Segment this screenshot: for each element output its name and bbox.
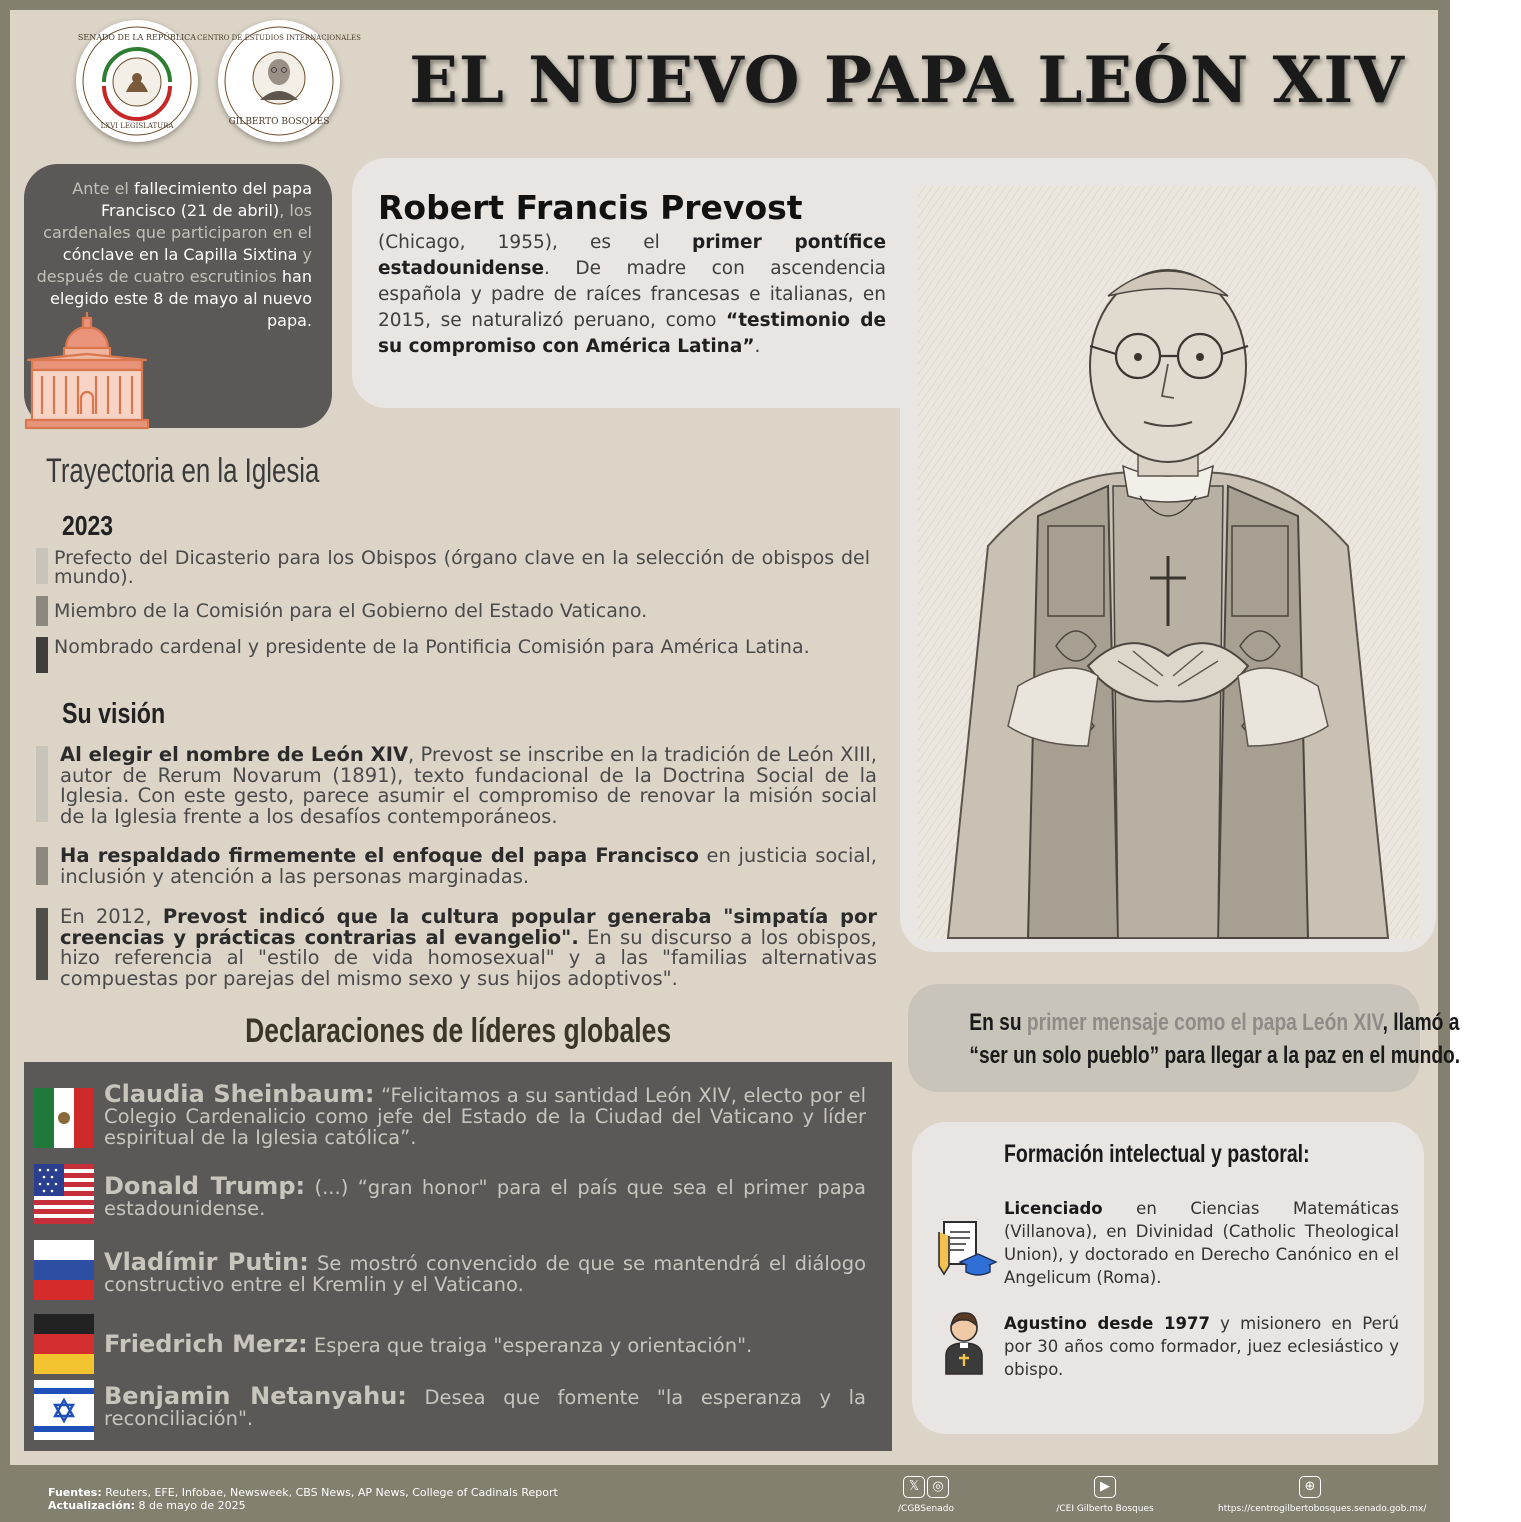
vision-3-bold: Prevost indicó que la cultura popular generaba "simpatía por creencias y prácticas contrarias al evangelio". xyxy=(60,905,877,949)
vision-heading: Su visión xyxy=(62,698,166,730)
website-url[interactable]: https://centrogilbertobosques.senado.gob.mx/ xyxy=(1218,1504,1427,1514)
bullet-bar xyxy=(36,637,48,673)
bio-part-4: “testimonio de su compromiso con América Latina” xyxy=(378,310,886,357)
trajectory-year: 2023 xyxy=(62,510,114,541)
bullet-bar xyxy=(36,548,48,584)
quote-box xyxy=(908,984,1461,1092)
svg-text:LXVI LEGISLATURA: LXVI LEGISLATURA xyxy=(100,122,174,130)
leader-text: Se mostró convencido de que se mantendrá el diálogo constructivo entre el Kremlin y el Vaticano. xyxy=(104,1252,867,1296)
leader-text: (...) “gran honor" para el país que sea el primer papa estadounidense. xyxy=(104,1176,866,1220)
intro-part-1: Ante el xyxy=(72,179,129,198)
formation-1-bold: Licenciado xyxy=(1004,1199,1103,1218)
diploma-graduation-icon xyxy=(936,1220,996,1278)
update-label: Actualización: xyxy=(48,1499,135,1512)
priest-icon xyxy=(944,1310,984,1376)
vision-1-bold: Al elegir el nombre de León XIV xyxy=(60,743,409,766)
leader-statement xyxy=(104,1382,866,1430)
leader-name: Donald Trump: xyxy=(104,1172,306,1200)
bio-part-5: . xyxy=(754,336,761,357)
vision-1-text: , Prevost se inscribe en la tradición de León XIII, autor de Rerum Novarum (1891), texto fundacional de la Doctrina Social de la Iglesia. Con este gesto, parece asumir el compromiso de renovar la misión social de la Iglesia frente a los desafíos contemporáneos. xyxy=(60,743,877,828)
formation-heading: Formación intelectual y pastoral: xyxy=(1004,1140,1310,1168)
formation-1-text: en Ciencias Matemáticas (Villanova), en Divinidad (Catholic Theological Union), y doctorado en Derecho Canónico en el Angelicum (Roma). xyxy=(1004,1199,1399,1287)
trajectory-item: Prefecto del Dicasterio para los Obispos (órgano clave en la selección de obispos del mundo). xyxy=(54,547,870,588)
social-handle: /CEI Gilberto Bosques xyxy=(1056,1504,1154,1514)
vision-item xyxy=(60,907,877,989)
bullet-bar xyxy=(36,908,48,980)
leader-statement xyxy=(104,1172,866,1220)
quote-part-d: “ser un solo pueblo” para llegar a la paz en el mundo. xyxy=(969,1042,1461,1069)
quote-part-c: , llamó a xyxy=(1382,1009,1460,1036)
quote-part-b: primer mensaje como el papa León XIV xyxy=(1026,1009,1383,1036)
mexico-flag-icon xyxy=(34,1088,94,1148)
leader-text: Desea que fomente "la esperanza y la reconciliación". xyxy=(104,1386,866,1430)
intro-text xyxy=(36,178,312,332)
page-title: EL NUEVO PAPA LEÓN XIV xyxy=(409,43,1405,118)
leader-statement xyxy=(104,1330,866,1358)
leaders-panel xyxy=(24,1062,892,1451)
trajectory-heading: Trayectoria en la Iglesia xyxy=(46,452,320,490)
formation-item xyxy=(1004,1312,1399,1381)
germany-flag-icon xyxy=(34,1314,94,1374)
formation-2-bold: Agustino desde 1977 xyxy=(1004,1314,1210,1333)
social-website[interactable] xyxy=(1218,1476,1427,1514)
vision-2-bold: Ha respaldado firmemente el enfoque del papa Francisco xyxy=(60,844,699,867)
leader-statement xyxy=(104,1248,867,1296)
cei-gilberto-bosques-logo xyxy=(197,20,361,142)
formation-2-text: y misionero en Perú por 30 años como formador, juez eclesiástico y obispo. xyxy=(1004,1314,1399,1379)
social-handle: /CGBSenado xyxy=(898,1504,954,1514)
leaders-heading xyxy=(24,1012,892,1051)
formation-item xyxy=(1004,1197,1399,1289)
bullet-bar xyxy=(36,596,48,626)
globe-icon[interactable]: ⊕ xyxy=(1299,1476,1321,1498)
update-text: 8 de mayo de 2025 xyxy=(135,1499,246,1512)
leader-name: Friedrich Merz: xyxy=(104,1330,308,1358)
x-icon[interactable]: 𝕏 xyxy=(903,1476,925,1498)
vision-item xyxy=(60,745,877,827)
vision-3-pre: En 2012, xyxy=(60,905,163,928)
bio-part-3: . De madre con ascendencia española y padre de raíces francesas e italianas, en 2015, se naturalizó peruano, como xyxy=(378,258,886,331)
israel-flag-icon xyxy=(34,1380,94,1440)
senado-logo xyxy=(76,20,198,142)
intro-part-2: fallecimiento del papa Francisco (21 de abril) xyxy=(100,179,312,220)
social-youtube[interactable] xyxy=(1050,1476,1160,1514)
intro-part-6: han elegido este 8 de mayo al nuevo papa. xyxy=(50,267,312,330)
bio-name: Robert Francis Prevost xyxy=(378,188,803,227)
social-x-instagram[interactable] xyxy=(888,1476,964,1514)
instagram-icon[interactable]: ◎ xyxy=(927,1476,949,1498)
trajectory-item: Miembro de la Comisión para el Gobierno del Estado Vaticano. xyxy=(54,600,648,622)
vision-3-text: En su discurso a los obispos, hizo referencia al "estilo de vida homosexual" y a las "familias alternativas compuestas por parejas del mismo sexo y sus hijos adoptivos". xyxy=(60,925,877,990)
quote-part-a: En su xyxy=(969,1009,1027,1036)
svg-text:CENTRO DE ESTUDIOS INTERNACION: CENTRO DE ESTUDIOS INTERNACIONALES xyxy=(197,34,361,42)
bullet-bar xyxy=(36,847,48,885)
leader-name: Claudia Sheinbaum: xyxy=(104,1080,375,1108)
youtube-icon[interactable]: ▶ xyxy=(1094,1476,1116,1498)
leaders-heading-text: Declaraciones de líderes globales xyxy=(244,1012,672,1050)
bullet-bar xyxy=(36,746,48,822)
intro-part-3: , los cardenales que participaron en el xyxy=(43,201,312,242)
leader-name: Vladímir Putin: xyxy=(104,1248,309,1276)
bio-part-1: (Chicago, 1955), es el xyxy=(378,232,693,253)
trajectory-item: Nombrado cardenal y presidente de la Pontificia Comisión para América Latina. xyxy=(54,636,810,658)
leader-statement xyxy=(104,1080,867,1149)
leader-text: Espera que traiga "esperanza y orientación". xyxy=(307,1334,753,1357)
vision-item xyxy=(60,846,877,887)
bio-text xyxy=(378,230,886,360)
intro-part-5: y después de cuatro escrutinios xyxy=(36,245,312,286)
leader-name: Benjamin Netanyahu: xyxy=(104,1382,407,1410)
leader-text: “Felicitamos a su santidad León XIV, electo por el Colegio Cardenalicio como jefe del Estado de la Ciudad del Vaticano y líder espiritual de la Iglesia católica”. xyxy=(104,1084,867,1149)
vision-2-text: en justicia social, inclusión y atención a las personas marginadas. xyxy=(60,844,877,888)
basilica-icon xyxy=(26,310,148,430)
russia-flag-icon xyxy=(34,1240,94,1300)
usa-flag-icon xyxy=(34,1164,94,1224)
intro-part-4: cónclave en la Capilla Sixtina xyxy=(62,245,298,264)
sources-text: Reuters, EFE, Infobae, Newsweek, CBS News, AP News, College of Cadinals Report xyxy=(101,1486,558,1499)
sources-label: Fuentes: xyxy=(48,1486,102,1499)
bio-part-2: primer pontífice estadounidense xyxy=(378,232,886,279)
svg-text:GILBERTO BOSQUES: GILBERTO BOSQUES xyxy=(228,117,330,127)
svg-text:SENADO DE LA REPÚBLICA: SENADO DE LA REPÚBLICA xyxy=(77,33,197,42)
pope-portrait-sketch xyxy=(918,186,1419,938)
quote-text xyxy=(908,1006,1461,1072)
footer-sources xyxy=(48,1486,558,1512)
